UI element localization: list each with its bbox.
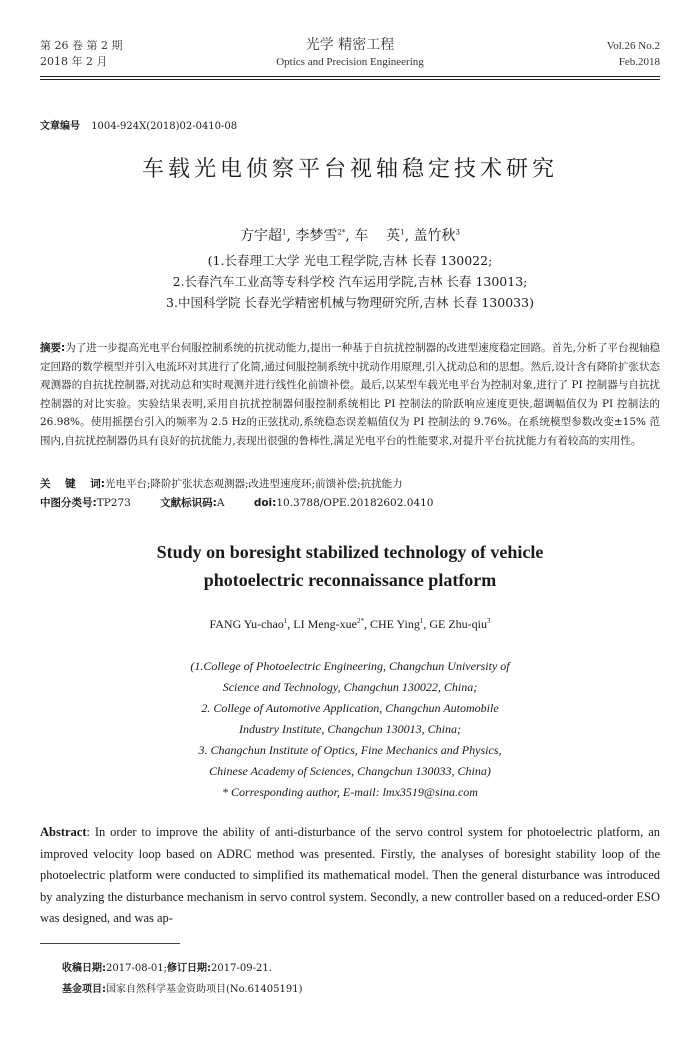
author-en-1: FANG Yu-chao [209, 617, 284, 631]
journal-name-cn: 光学 精密工程 [305, 37, 395, 53]
volume-issue: 第 26 卷 第 2 期 [40, 39, 123, 52]
affiliation-en-2b: Industry Institute, Changchun 130013, China; [239, 722, 461, 736]
doc-code-label: 文献标识码: [160, 497, 217, 509]
author-cn-2: 李梦雪 [295, 228, 338, 244]
author-en-4: GE Zhu-qiu [429, 617, 488, 631]
author-cn-3: 车 英 [354, 228, 401, 244]
author-cn-1: 方宇超 [240, 228, 283, 244]
received-value: 2017-08-01; [106, 963, 168, 974]
footnote-rule [40, 943, 180, 944]
doi-label: doi: [253, 497, 277, 509]
affiliations-en [0, 656, 700, 803]
header-center [0, 36, 700, 70]
author-en-3-sup: 1 [419, 617, 424, 625]
clc-label: 中图分类号: [40, 497, 97, 509]
author-en-4-sup: 3 [487, 617, 491, 625]
classification-line [40, 494, 660, 513]
header-rule-top [40, 76, 660, 77]
doc-code-value: A [216, 497, 225, 509]
title-en [0, 538, 700, 594]
keywords-cn [40, 475, 660, 494]
author-cn-3-sup: 1 [400, 228, 405, 237]
affiliation-cn-3: 3.中国科学院 长春光学精密机械与物理研究所,吉林 长春 130033) [166, 295, 534, 310]
abstract-cn [40, 339, 660, 450]
keywords-cn-text: 光电平台;降阶扩张状态观测器;改进型速度环;前馈补偿;抗扰能力 [104, 478, 403, 490]
author-en-1-sup: 1 [283, 617, 288, 625]
revised-value: 2017-09-21. [211, 963, 272, 974]
title-cn: 车载光电侦察平台视轴稳定技术研究 [141, 157, 558, 182]
fund-value: 国家自然科学基金资助项目(No.61405191) [106, 984, 303, 995]
author-cn-4-sup: 3 [455, 228, 460, 237]
authors-en: FANG Yu-chao$^1$, LI Meng-xue$^{2*}$, CHE Ying$^1$, GE Zhu-qiu$^3$ [209, 617, 491, 631]
article-number [40, 117, 237, 132]
abstract-cn-text: 为了进一步提高光电平台伺服控制系统的抗扰动能力,提出一种基于自抗扰控制器的改进型速度稳定回路。首先,分析了平台视轴稳定回路的数学模型并引入电流环对其进行了化简,通过伺服控制系统中扰动作用原理,引入扰动总和的思想。然后,设计含有降阶扩张状态观测器的自抗扰控制器,对扰动总和实时观测并进行线性化前馈补偿。最后,以某型车载光电平台为控制对象,进行了 PI 控制器与自抗扰控制器的对比实验。实验结果表明,采用自抗扰控制器伺服控制系统相比 PI 控制法的阶跃响应速度更快,超调幅值仅为 PI 控制法的 26.98%。使用摇摆台引入的频率为 2.5 Hz的正弦扰动,系统稳态误差幅值仅为 PI 控制法的 9.76%。在系统模型参数改变±15% 范围内,自抗扰控制器仍具有良好的抗扰能力,表现出很强的鲁棒性,满足光电平台的性能要求,对提升平台抗扰能力有着较高的实用性。 [40, 342, 660, 447]
author-cn-2-sup: 2* [337, 228, 346, 237]
author-cn-4: 盖竹秋 [413, 228, 456, 244]
affiliation-en-1a: (1.College of Photoelectric Engineering, Changchun University of [190, 659, 510, 673]
author-en-2: LI Meng-xue [293, 617, 357, 631]
abstract-en-text: : In order to improve the ability of anti-disturbance of the servo control system for photoelectric platform, an improved velocity loop based on ADRC method was presented. Firstly, the analyses of boresight stability loop of the photoelectric platform were conducted to simplified its mathematical model. Then the general disturbance was introduced by analyzing the disturbance mechanism in servo control system. Secondly, a new controller based on a reduced-order ESO was designed, and was ap- [40, 825, 660, 925]
received-label: 收稿日期: [62, 963, 106, 974]
revised-label: 修订日期: [167, 963, 212, 974]
title-en-line1: Study on boresight stabilized technology of vehicle [156, 542, 544, 562]
abstract-en [40, 822, 660, 930]
affiliation-en-1b: Science and Technology, Changchun 130022, China; [222, 680, 478, 694]
footnotes [62, 958, 302, 1000]
title-en-line2: photoelectric reconnaissance platform [203, 570, 497, 590]
article-number-label: 文章编号 [40, 121, 80, 132]
header-rule-bottom [40, 79, 660, 80]
corresponding-author: * Corresponding author, E-mail: lmx3519@sina.com [222, 785, 478, 799]
clc-value: TP273 [96, 497, 131, 509]
doi-value: 10.3788/OPE.20182602.0410 [276, 497, 434, 509]
keywords-cn-label: 关 键 词: [40, 478, 105, 490]
affiliation-en-2a: 2. College of Automotive Application, Changchun Automobile [201, 701, 499, 715]
affiliation-en-3a: 3. Changchun Institute of Optics, Fine Mechanics and Physics, [198, 743, 502, 757]
authors-cn: 方宇超$^1$, 李梦雪$^{2*}$, 车 英$^1$, 盖竹秋$^3$ [240, 228, 460, 244]
publication-date: 2018 年 2 月 [40, 55, 108, 68]
header-right [607, 38, 660, 70]
journal-name-en: Optics and Precision Engineering [276, 56, 424, 68]
article-number-value: 1004-924X(2018)02-0410-08 [91, 121, 238, 132]
volume-number-en: Vol.26 No.2 [606, 40, 660, 52]
author-en-2-sup: 2* [356, 617, 364, 625]
author-en-3: CHE Ying [369, 617, 420, 631]
footnote-fund [62, 979, 302, 1000]
fund-label: 基金项目: [62, 984, 106, 995]
affiliations-cn [0, 250, 700, 313]
affiliation-cn-2: 2.长春汽车工业高等专科学校 汽车运用学院,吉林 长春 130013; [172, 274, 528, 289]
affiliation-cn-1: (1.长春理工大学 光电工程学院,吉林 长春 130022; [207, 253, 493, 268]
author-cn-1-sup: 1 [282, 228, 287, 237]
abstract-cn-label: 摘要: [40, 342, 66, 354]
affiliation-en-3b: Chinese Academy of Sciences, Changchun 130033, China) [209, 764, 491, 778]
footnote-dates [62, 958, 302, 979]
abstract-en-label: Abstract [40, 825, 87, 839]
date-en: Feb.2018 [618, 56, 660, 68]
